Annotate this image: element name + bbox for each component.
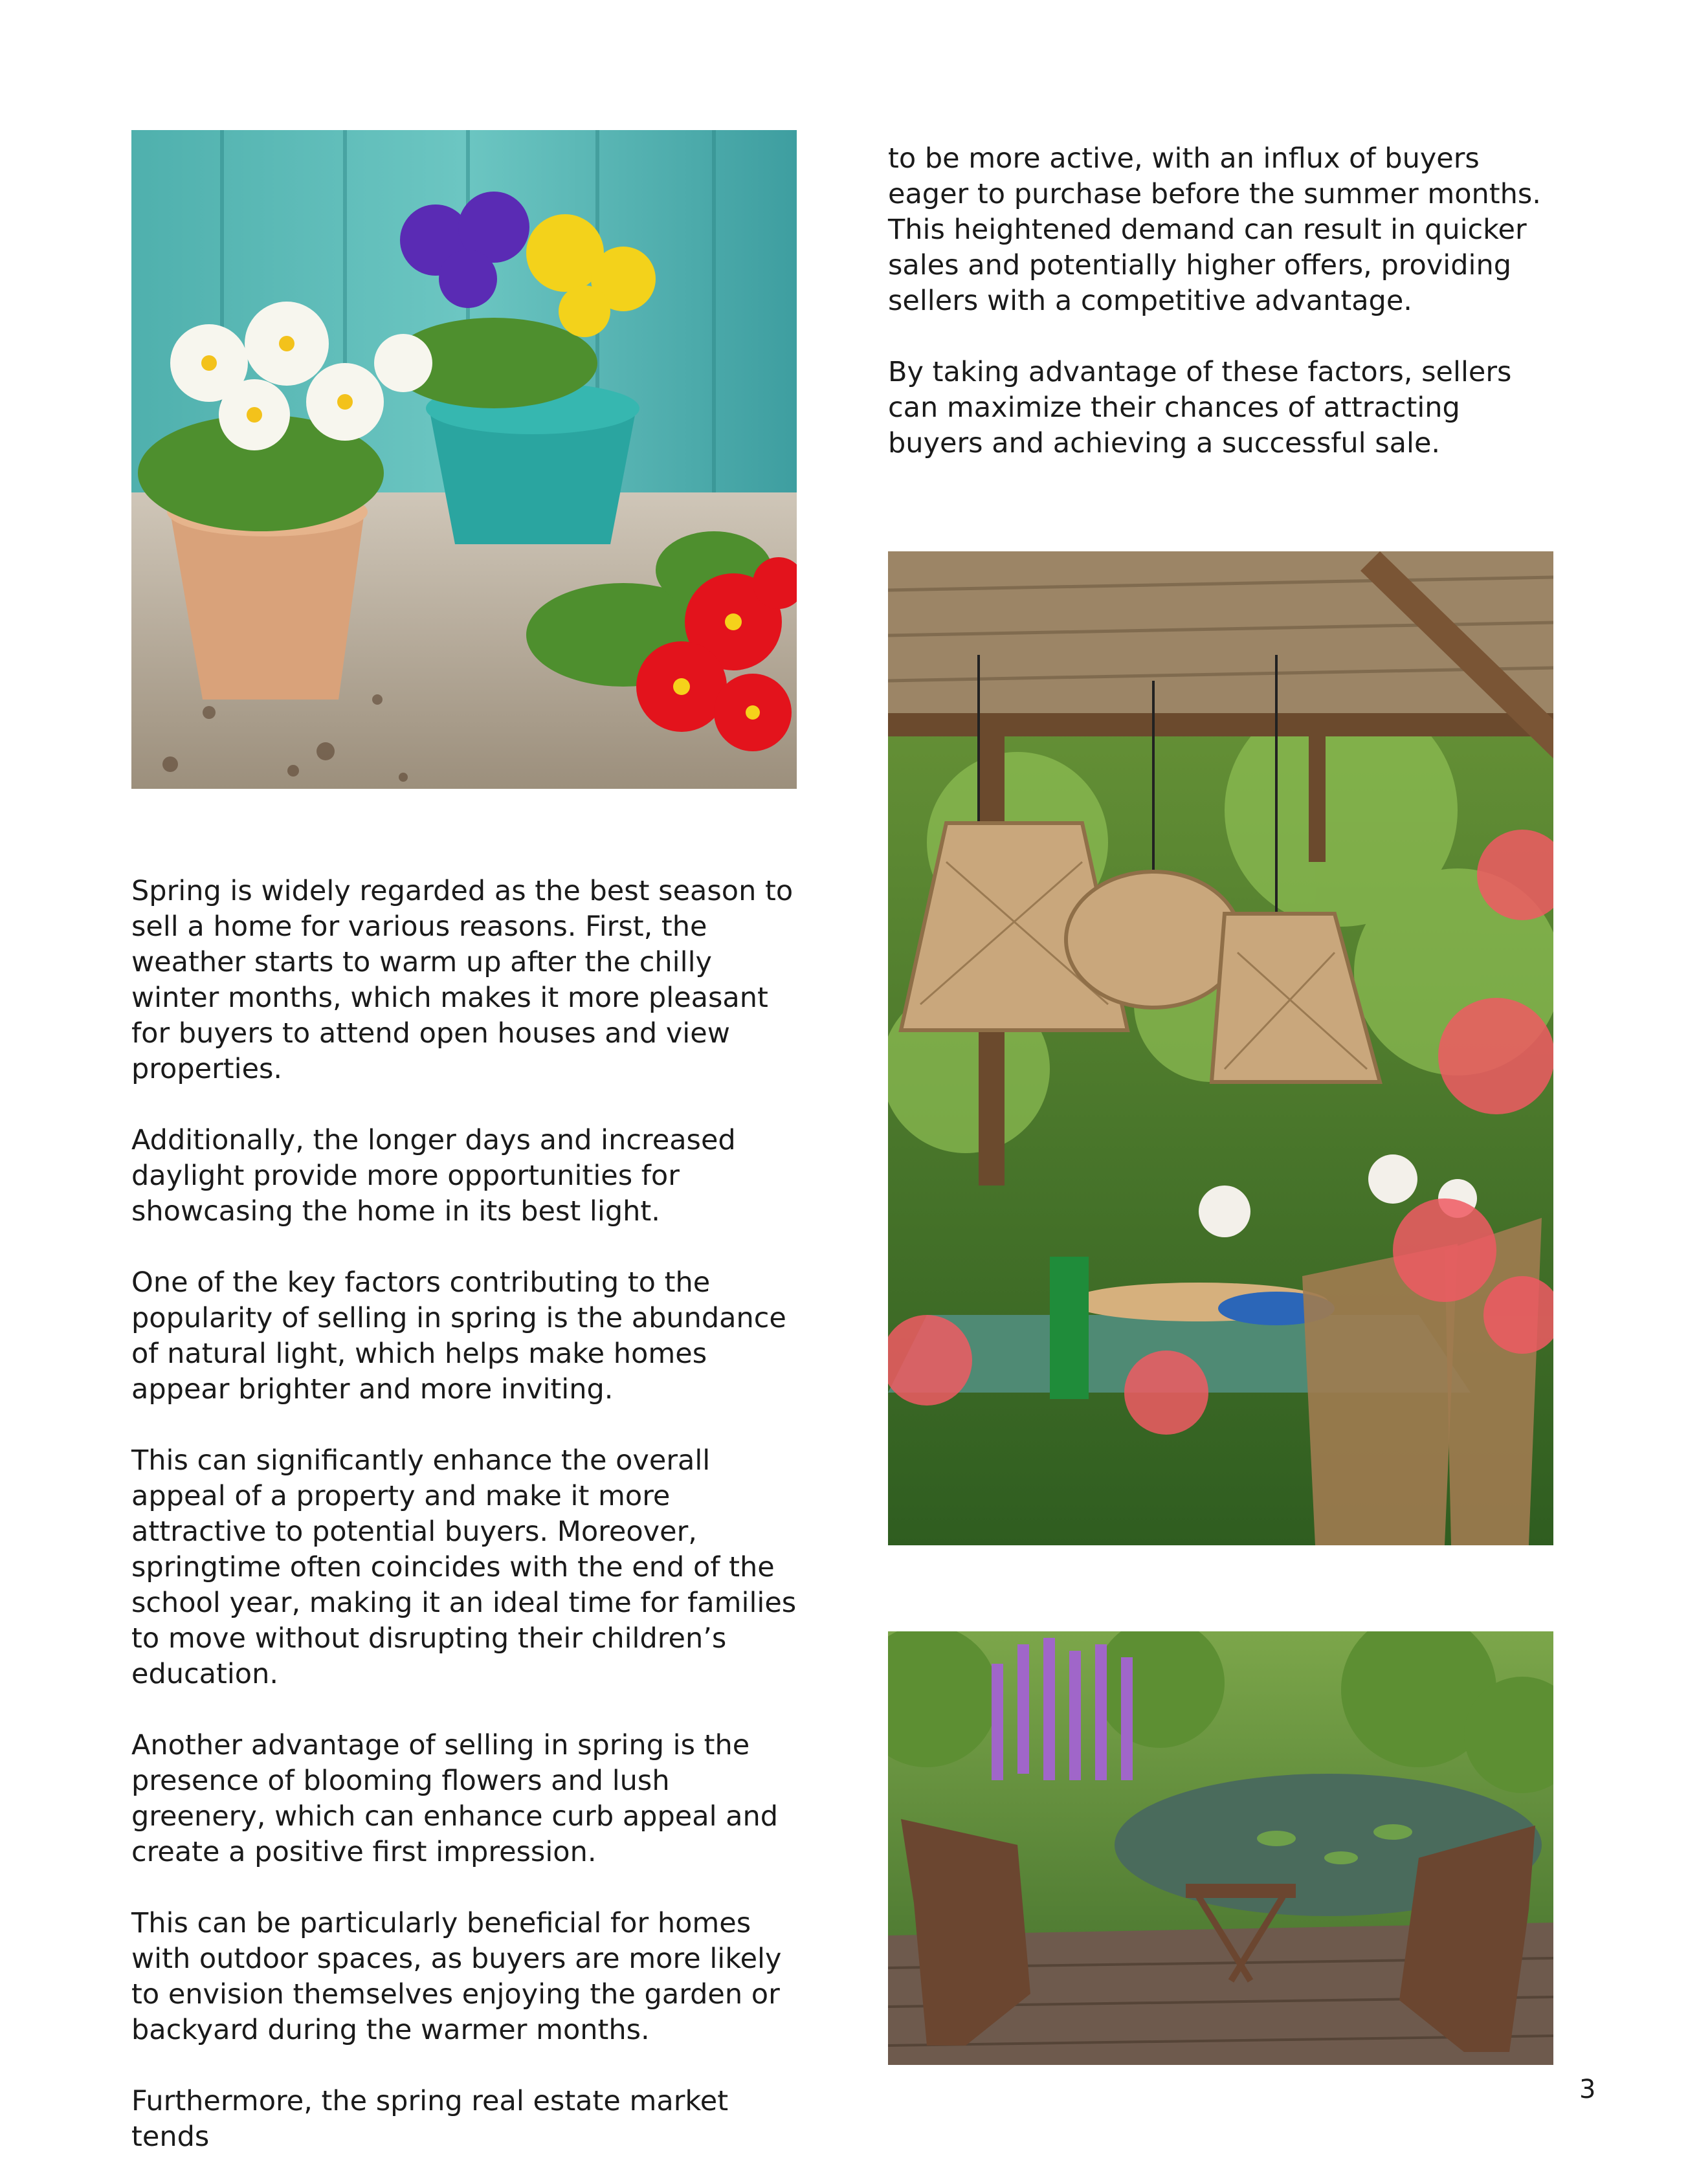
paragraph: Additionally, the longer days and increased daylight provide more opportunities for showcasing the home in its best light.: [131, 1124, 736, 1228]
paragraph: One of the key factors contributing to the popularity of selling in spring is the abundance of natural light, which helps make homes appear brighter and more inviting.: [131, 1266, 786, 1406]
paragraph: to be more active, with an influx of buyers eager to purchase before the summer months. This heightened demand can result in quicker sales and potentially higher offers, providing sellers with a competitive advantage.: [888, 142, 1541, 317]
paragraph: Furthermore, the spring real estate market tends: [131, 2085, 729, 2153]
pergola-dining-table-photo: [888, 551, 1553, 1545]
paragraph: This can significantly enhance the overall appeal of a property and make it more attractive to potential buyers. Moreover, springtime often coincides with the end of the school year, making it an ideal time for families to move without disrupting their children’s education.: [131, 1444, 797, 1690]
paragraph: Another advantage of selling in spring is the presence of blooming flowers and lush greenery, which can enhance curb appeal and create a positive first impression.: [131, 1729, 779, 1868]
page-number: 3: [1579, 2075, 1596, 2104]
paragraph: By taking advantage of these factors, sellers can maximize their chances of attracting buyers and achieving a successful sale.: [888, 356, 1512, 459]
primrose-flower-pots-photo: [131, 130, 797, 789]
paragraph: This can be particularly beneficial for homes with outdoor spaces, as buyers are more likely to envision themselves enjoying the garden or backyard during the warmer months.: [131, 1907, 782, 2046]
garden-pond-chairs-photo: [888, 1631, 1553, 2065]
paragraph: Spring is widely regarded as the best season to sell a home for various reasons. First, the weather starts to warm up after the chilly winter months, which makes it more pleasant for buyers to attend open houses and view properties.: [131, 875, 794, 1085]
left-text-column: [131, 874, 805, 2155]
right-text-column: [888, 141, 1561, 461]
